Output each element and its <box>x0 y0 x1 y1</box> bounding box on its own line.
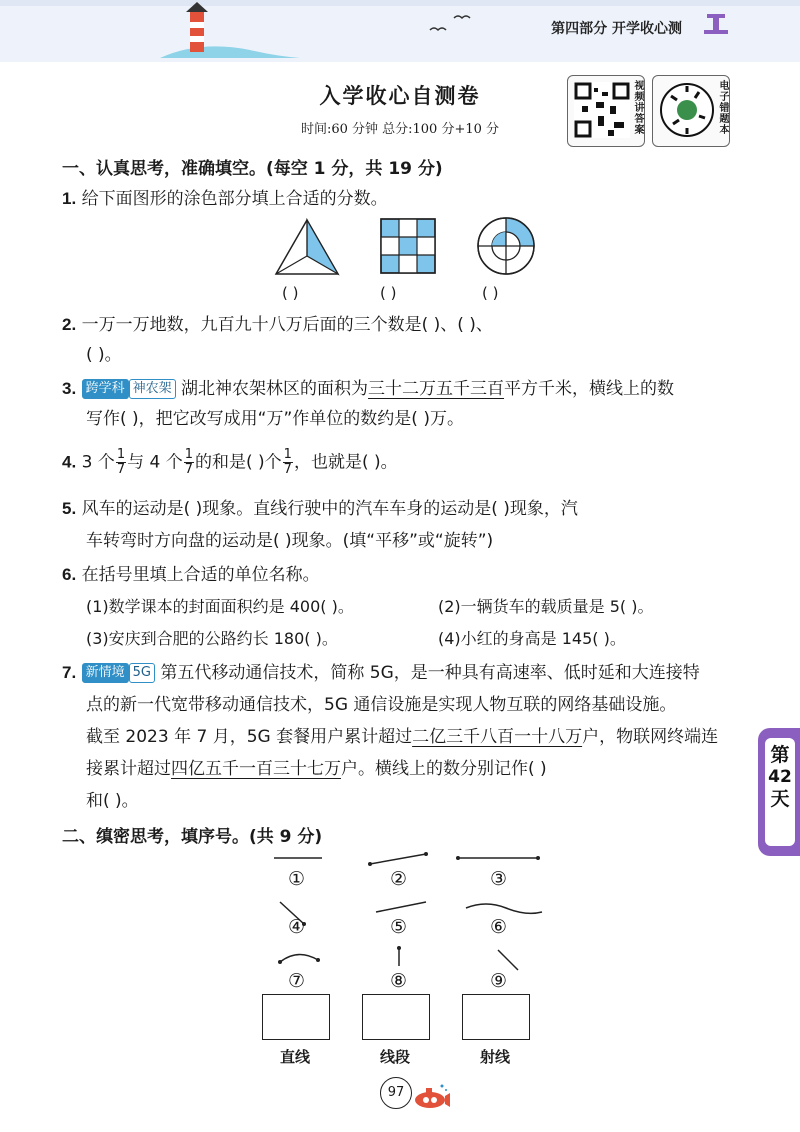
section-label: 第四部分 开学收心测 <box>551 21 682 37</box>
question-6-sub3: (3)安庆到合肥的公路约长 180( )。 <box>86 629 338 648</box>
day-tab-char1: 第 <box>770 744 790 766</box>
question-7-line2: 点的新一代宽带移动通信技术，5G 通信设施是实现人物互联的网络基础设施。 <box>86 695 677 715</box>
shaded-triangle-figure <box>274 218 340 276</box>
submarine-icon <box>412 1082 452 1112</box>
category-line: 直线 <box>280 1048 311 1066</box>
fraction-numerator: 1 <box>116 447 126 462</box>
question-number: 2. <box>62 315 77 334</box>
underlined-number: 三十二万五千三百 <box>368 379 505 399</box>
section-heading-2: 二、缜密思考，填序号。(共 9 分) <box>62 827 323 847</box>
label-item-3: ③ <box>490 868 508 890</box>
question-5 <box>62 496 578 522</box>
figure-line-9 <box>498 950 518 970</box>
qr-label-video: 视频讲答案 <box>632 80 643 135</box>
page-title: 入学收心自测卷 <box>319 84 481 108</box>
answer-blank-2[interactable]: ( ) <box>380 284 397 302</box>
figure-curve-6 <box>466 904 542 913</box>
question-6-sub4: (4)小红的身高是 145( )。 <box>438 629 626 648</box>
question-text-line1: 风车的运动是( )现象。直线行驶中的汽车车身的运动是( )现象，汽 <box>81 499 578 519</box>
underlined-number: 四亿五千一百三十七万 <box>171 759 341 779</box>
fraction-one-seventh <box>116 448 126 477</box>
question-2 <box>62 312 493 338</box>
question-4 <box>62 448 398 477</box>
fraction-denominator: 7 <box>184 462 193 477</box>
label-item-7: ⑦ <box>288 970 306 992</box>
label-item-4: ④ <box>288 916 306 938</box>
shaded-circle-figure <box>476 216 536 276</box>
category-ray: 射线 <box>480 1048 511 1066</box>
answer-box-ray[interactable] <box>462 994 530 1040</box>
question-number: 3. <box>62 379 77 398</box>
question-text-line1: 第五代移动通信技术，简称 5G，是一种具有高速率、低时延和大连接特 <box>154 663 700 683</box>
question-1 <box>62 186 388 212</box>
answer-blank-3[interactable]: ( ) <box>482 284 499 302</box>
fraction-one-seventh <box>184 448 194 477</box>
answer-box-segment[interactable] <box>362 994 430 1040</box>
tag-5g: 5G <box>129 663 155 683</box>
question-6-sub2: (2)一辆货车的载质量是 5( )。 <box>438 597 654 616</box>
qr-code-icon <box>574 82 630 138</box>
question-text: 在括号里填上合适的单位名称。 <box>81 565 320 585</box>
answer-box-line[interactable] <box>262 994 330 1040</box>
question-text-a: 3 个 <box>76 452 115 473</box>
label-item-6: ⑥ <box>490 916 508 938</box>
question-text-c: 的和是( )个 <box>195 452 282 473</box>
figure-line-5 <box>376 902 426 912</box>
label-item-1: ① <box>288 868 306 890</box>
question-text-a: 接累计超过 <box>86 759 171 779</box>
qr-block-video[interactable] <box>567 75 645 147</box>
label-item-5: ⑤ <box>390 916 408 938</box>
question-text: 给下面图形的涂色部分填上合适的分数。 <box>81 189 388 209</box>
question-text-b: 平方千米，横线上的数 <box>504 379 675 399</box>
figure-segment-2 <box>370 854 426 864</box>
qr-label-errorbook: 电子错题本 <box>717 80 728 135</box>
label-item-8: ⑧ <box>390 970 408 992</box>
exam-meta: 时间:60 分钟 总分:100 分+10 分 <box>300 122 500 137</box>
question-3 <box>62 376 674 402</box>
tag-interdisciplinary: 跨学科 <box>82 379 129 399</box>
question-text-line1: 一万一万地数，九百九十八万后面的三个数是( )、( )、 <box>81 315 493 335</box>
label-item-9: ⑨ <box>490 970 508 992</box>
question-6 <box>62 562 320 588</box>
question-7-line3 <box>86 724 718 750</box>
figure-curve-7 <box>280 954 318 962</box>
day-tab-number: 42 <box>768 767 792 787</box>
label-item-2: ② <box>390 868 408 890</box>
section-heading-1: 一、认真思考，准确填空。(每空 1 分，共 19 分) <box>62 159 443 179</box>
question-7-line4 <box>86 756 547 782</box>
fraction-denominator: 7 <box>116 462 126 477</box>
fraction-one-seventh <box>283 448 293 477</box>
question-number: 1. <box>62 189 77 208</box>
fraction-numerator: 1 <box>283 447 292 462</box>
question-7-line5: 和( )。 <box>86 791 139 811</box>
question-number: 4. <box>62 452 77 472</box>
day-tab <box>758 728 800 856</box>
category-segment: 线段 <box>380 1048 411 1066</box>
question-number: 6. <box>62 565 77 584</box>
qr-block-errorbook[interactable] <box>652 75 730 147</box>
tag-new-context: 新情境 <box>82 663 129 683</box>
question-6-sub1: (1)数学课本的封面面积约是 400( )。 <box>86 597 354 616</box>
underlined-number: 二亿三千八百一十八万 <box>412 727 583 747</box>
page-number: 97 <box>380 1077 412 1109</box>
question-3-line2: 写作( )，把它改写成用“万”作单位的数约是( )万。 <box>86 409 464 429</box>
question-text-d: ，也就是( )。 <box>293 452 398 473</box>
answer-blank-1[interactable]: ( ) <box>282 284 299 302</box>
question-number: 5. <box>62 499 77 518</box>
question-2-line2: ( )。 <box>86 345 122 365</box>
question-7 <box>62 660 700 686</box>
fraction-numerator: 1 <box>184 447 193 462</box>
question-text-b: 与 4 个 <box>127 452 183 473</box>
fraction-denominator: 7 <box>283 462 292 477</box>
day-tab-label <box>765 738 795 846</box>
question-number: 7. <box>62 663 77 682</box>
tag-shennongjia: 神农架 <box>129 379 176 399</box>
day-tab-char2: 天 <box>770 788 790 810</box>
shaded-grid-figure <box>380 218 436 274</box>
qr-code-icon <box>659 82 715 138</box>
question-text-a: 湖北神农架林区的面积为 <box>175 379 369 399</box>
question-text-b: 户，物联网终端连 <box>582 727 719 747</box>
question-5-line2: 车转弯时方向盘的运动是( )现象。(填“平移”或“旋转”) <box>86 531 494 551</box>
question-text-a: 截至 2023 年 7 月，5G 套餐用户累计超过 <box>86 727 413 747</box>
question-text-b: 户。横线上的数分别记作( ) <box>341 759 547 779</box>
